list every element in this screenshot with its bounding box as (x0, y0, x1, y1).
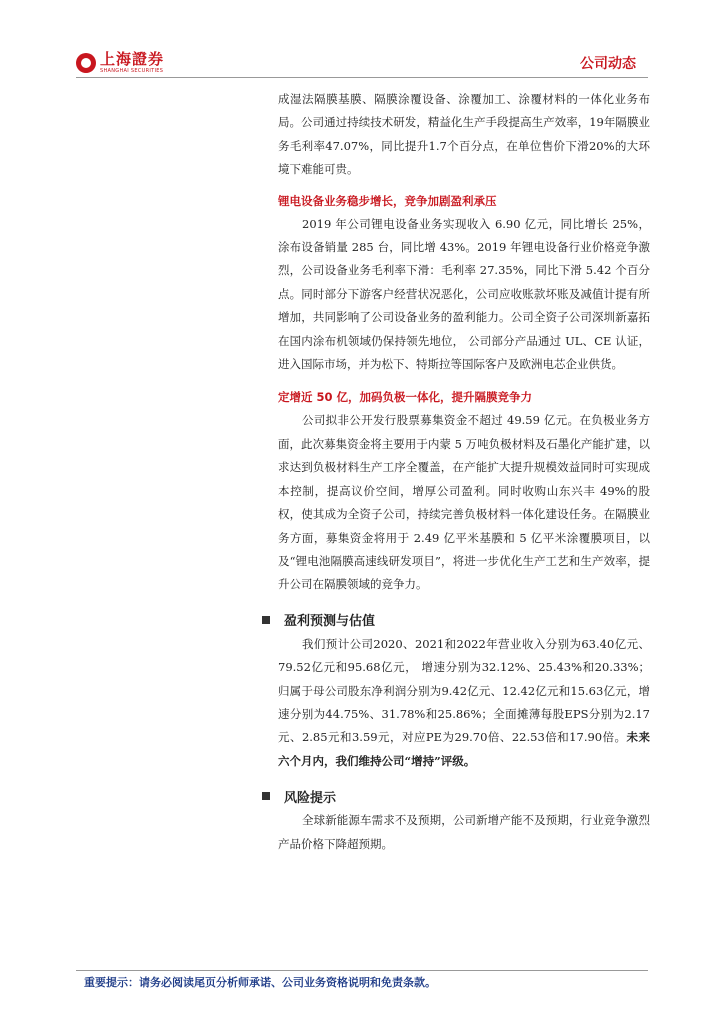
forecast-paragraph (278, 633, 650, 773)
logo-chinese-name: 上海證券 (100, 50, 165, 68)
forecast-text: 我们预计公司2020、2021和2022年营业收入分别为63.40亿元、79.52亿元和95.68亿元， 增速分别为32.12%、25.43%和20.33%；归属于母公司股东净利润分别为9.42亿元、12.42亿元和15.63亿元，增速分别为44.75%、31.78%和25.86%；全面摊薄每股EPS分别为2.17元、2.85元和3.59元，对应PE为29.70倍、22.53倍和17.90倍。 (278, 636, 650, 745)
logo-text (100, 52, 164, 74)
footer-divider (76, 970, 648, 971)
section-forecast-title: 盈利预测与估值 (284, 614, 376, 630)
intro-paragraph: 成湿法隔膜基膜、隔膜涂覆设备、涂覆加工、涂覆材料的一体化业务布局。公司通过持续技术研发，精益化生产手段提高生产效率，19年隔膜业务毛利率47.07%，同比提升1.7个百分点，在单位售价下滑20%的大环境下难能可贵。 (278, 92, 650, 177)
section-forecast-heading (278, 607, 650, 633)
report-category: 公司动态 (580, 56, 636, 72)
footer-notice: 重要提示：请务必阅读尾页分析师承诺、公司业务资格说明和免责条款。 (84, 976, 436, 989)
subheading-equipment: 锂电设备业务稳步增长，竞争加剧盈利承压 (278, 193, 497, 208)
equipment-paragraph: 2019 年公司锂电设备业务实现收入 6.90 亿元，同比增长 25%，涂布设备销量 285 台，同比增 43%。2019 年锂电设备行业价格竞争激烈，公司设备业务毛利率下滑：毛利率 27.35%，同比下滑 5.42 个百分点。同时部分下游客户经营状况恶化，公司应收账款坏账及减值计提有所增加，共同影响了公司设备业务的盈利能力。公司全资子公司深圳新嘉拓在国内涂布机领域仍保持领先地位， 公司部分产品通过 UL、CE 认证，进入国际市场，并为松下、特斯拉等国际客户及欧洲电芯企业供货。 (278, 216, 650, 372)
placement-paragraph: 公司拟非公开发行股票募集资金不超过 49.59 亿元。在负极业务方面，此次募集资金将主要用于内蒙 5 万吨负极材料及石墨化产能扩建，以求达到负极材料生产工序全覆盖，在产能扩大提升规模效益同时可实现成本控制，提高议价空间，增厚公司盈利。同时收购山东兴丰 49%的股权，使其成为全资子公司，持续完善负极材料一体化建设任务。在隔膜业务方面，募集资金将用于 2.49 亿平米基膜和 5 亿平米涂覆膜项目，以及“锂电池隔膜高速线研发项目”，将进一步优化生产工艺和生产效率，提升公司在隔膜领域的竞争力。 (278, 413, 650, 592)
rating-statement: 未来六个月内，我们维持公司“增持”评级。 (278, 730, 651, 768)
page-header (0, 0, 724, 80)
company-logo (76, 52, 164, 74)
report-body (278, 88, 650, 856)
logo-english-name: SHANGHAI SECURITIES (100, 68, 164, 74)
square-bullet-icon (262, 616, 270, 624)
section-risk-title: 风险提示 (284, 790, 337, 806)
logo-icon (76, 53, 96, 73)
header-divider (76, 77, 648, 78)
section-risk-heading (278, 783, 650, 809)
subheading-private-placement: 定增近 50 亿，加码负极一体化，提升隔膜竞争力 (278, 390, 533, 405)
risk-paragraph: 全球新能源车需求不及预期，公司新增产能不及预期，行业竞争激烈产品价格下降超预期。 (278, 813, 650, 851)
square-bullet-icon (262, 792, 270, 800)
